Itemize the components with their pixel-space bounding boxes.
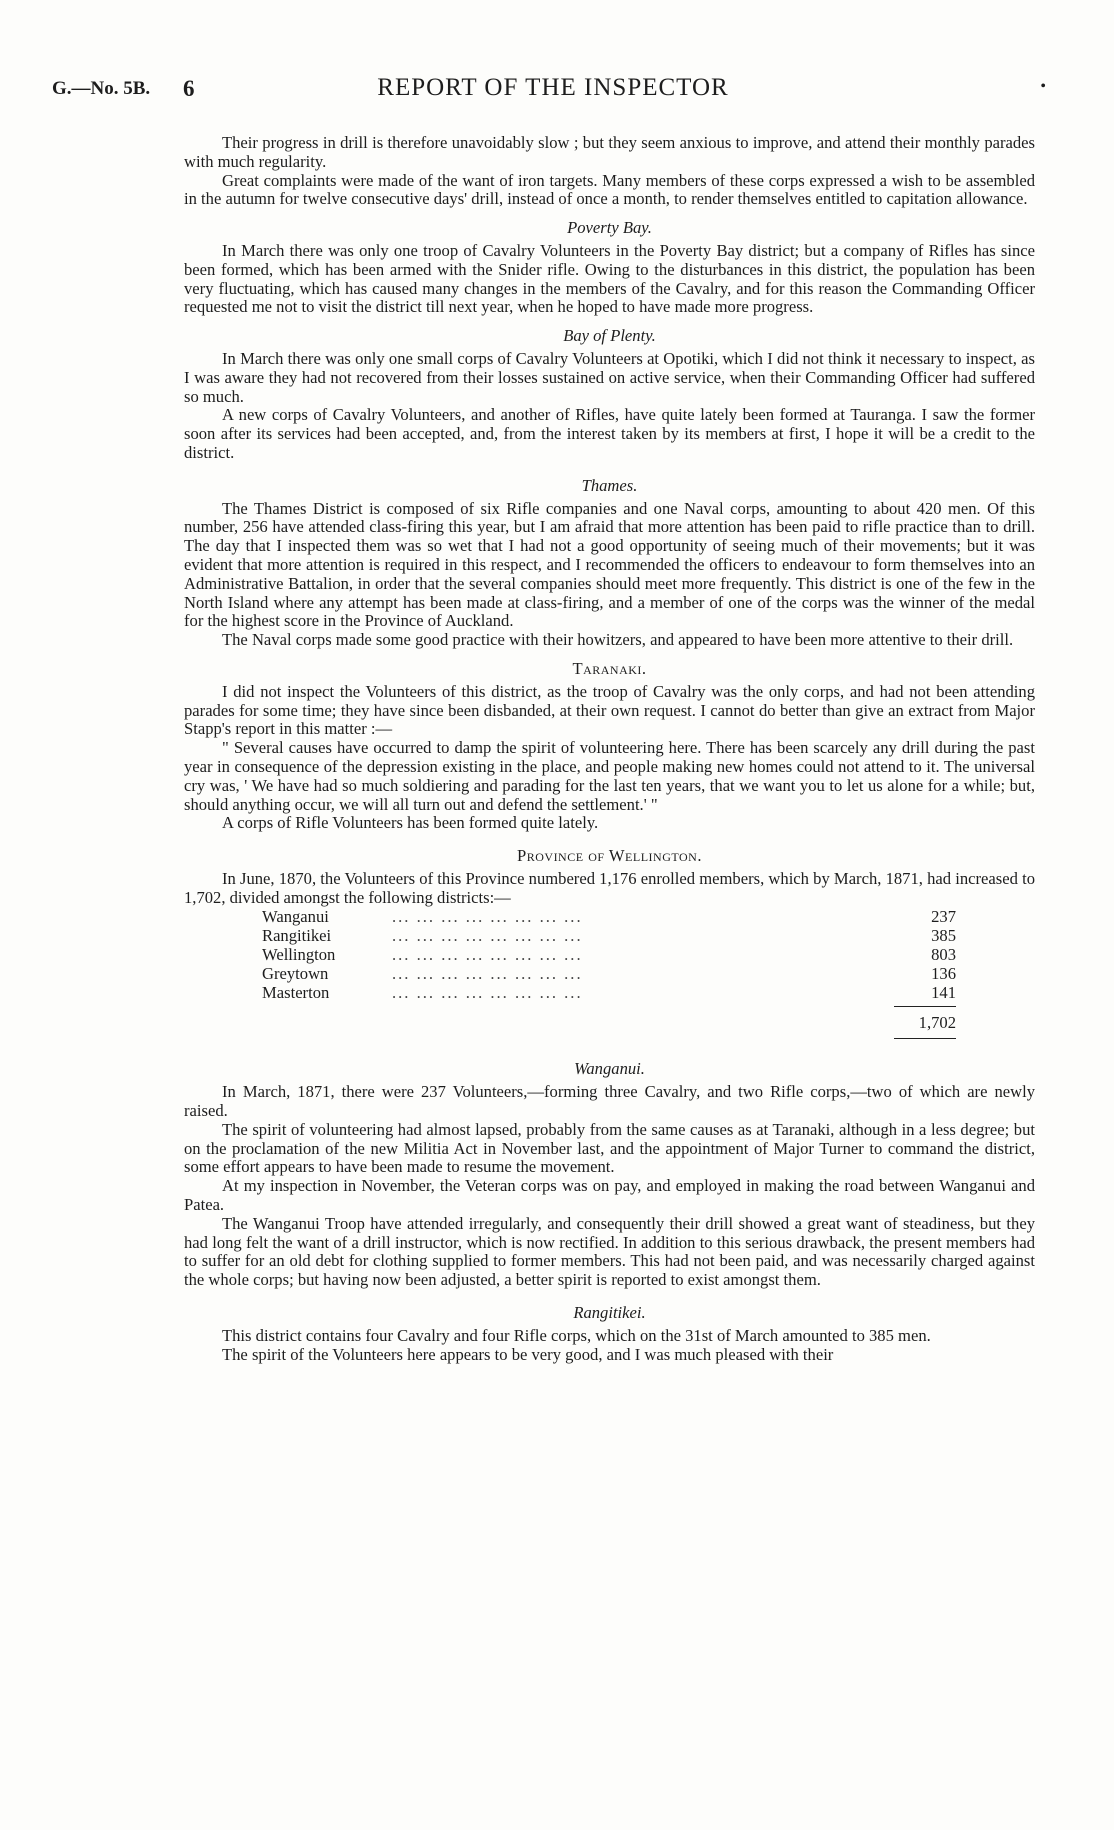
paragraph: The Wanganui Troop have attended irregularly, and consequently their drill showed a great want of steadiness, but they had long felt the want of a drill instructor, which is now rectified. In addition to this serious drawback, the present members had to suffer for an old debt for clothing supplied to former members. This had not been paid, and was necessarily charged against the whole corps; but having now been adjusted, a better spirit is reported to exist amongst them. <box>184 1213 1035 1290</box>
report-body <box>184 134 1035 1364</box>
page-number: 6 <box>183 76 195 101</box>
total-value: 1,702 <box>918 1013 956 1033</box>
table-row <box>262 945 962 964</box>
district-count: 136 <box>931 964 956 984</box>
paragraph: Great complaints were made of the want of iron targets. Many members of these corps expressed a wish to be assembled in the autumn for twelve consecutive days' drill, instead of once a month, to render themselves entitled to capitation allowance. <box>184 170 1035 209</box>
district-name: Wellington <box>262 945 336 965</box>
leader-dots: ... ... ... ... ... ... ... ... <box>392 964 583 984</box>
section-heading-wanganui: Wanganui. <box>574 1059 645 1079</box>
total-rule <box>894 1038 956 1039</box>
paragraph: The spirit of volunteering had almost lapsed, probably from the same causes as at Taranaki, although in a less degree; but on the proclamation of the new Militia Act in November last, and the appointment of Major Turner to command the district, some effort appears to have been made to resume the movement. <box>184 1119 1035 1177</box>
district-count: 803 <box>931 945 956 965</box>
paragraph: A corps of Rifle Volunteers has been formed quite lately. <box>222 813 599 833</box>
table-row <box>262 926 962 945</box>
paragraph: In March there was only one troop of Cavalry Volunteers in the Poverty Bay district; but a company of Rifles has since been formed, which has been armed with the Snider rifle. Owing to the disturbances in this district, the population has been very fluctuating, which has caused many changes in the members of the Cavalry, and for this reason the Commanding Officer requested me not to visit the district till next year, when he hoped to have made more progress. <box>184 240 1035 317</box>
paragraph: The Thames District is composed of six Rifle companies and one Naval corps, amounting to about 420 men. Of this number, 256 have attended class-firing this year, but I am afraid that more attention has been paid to rifle practice than to drill. The day that I inspected them was so wet that I had not a good opportunity of seeing much of their movements; but it was evident that more attention is required in this respect, and I recommended the officers to endeavour to form themselves into an Administrative Battalion, in order that the several companies should meet more frequently. This district is one of the few in the North Island where any attempt has been made at class-firing, and a member of one of the corps was the winner of the medal for the highest score in the Province of Auckland. <box>184 498 1035 631</box>
district-count: 141 <box>931 983 956 1003</box>
paragraph: In June, 1870, the Volunteers of this Province numbered 1,176 enrolled members, which by March, 1871, had increased to 1,702, divided amongst the following districts:— <box>184 868 1035 907</box>
paragraph: The spirit of the Volunteers here appears to be very good, and I was much pleased with their <box>222 1344 834 1364</box>
paragraph: At my inspection in November, the Veteran corps was on pay, and employed in making the road between Wanganui and Patea. <box>184 1176 1035 1215</box>
page-header <box>52 74 1054 108</box>
paragraph: I did not inspect the Volunteers of this district, as the troop of Cavalry was the only corps, and had not been attending parades for some time; they have since been disbanded, at their own request. I cannot do better than give an extract from Major Stapp's report in this matter :— <box>184 681 1035 739</box>
quoted-extract: " Several causes have occurred to damp the spirit of volunteering here. There has been scarcely any drill during the past year in consequence of the depression existing in the place, and people making new homes could not attend to it. The universal cry was, ' We have had so much soldiering and parading for the last ten years, that we want you to let us alone for a while; but, should anything occur, we will all turn out and defend the settlement.' " <box>184 738 1035 814</box>
paragraph: This district contains four Cavalry and four Rifle corps, which on the 31st of March amounted to 385 men. <box>222 1325 931 1345</box>
district-name: Wanganui <box>262 907 329 927</box>
table-row <box>262 964 962 983</box>
district-table <box>262 907 962 1002</box>
section-heading-poverty-bay: Poverty Bay. <box>567 218 652 238</box>
table-row <box>262 983 962 1002</box>
leader-dots: ... ... ... ... ... ... ... ... <box>392 907 583 927</box>
leader-dots: ... ... ... ... ... ... ... ... <box>392 926 583 946</box>
header-mark: • <box>1040 78 1046 95</box>
leader-dots: ... ... ... ... ... ... ... ... <box>392 983 583 1003</box>
district-name: Rangitikei <box>262 926 332 946</box>
paragraph: In March there was only one small corps of Cavalry Volunteers at Opotiki, which I did not think it necessary to inspect, as I was aware they had not recovered from their losses sustained on active service, when their Commanding Officer had suffered so much. <box>184 348 1035 406</box>
district-count: 385 <box>931 926 956 946</box>
district-name: Greytown <box>262 964 329 984</box>
district-count: 237 <box>931 907 956 927</box>
section-heading-wellington: Province of Wellington. <box>517 846 702 866</box>
document-reference: G.—No. 5B. <box>52 78 151 99</box>
section-heading-rangitikei: Rangitikei. <box>573 1303 646 1323</box>
district-name: Masterton <box>262 983 330 1003</box>
section-heading-bay-of-plenty: Bay of Plenty. <box>563 326 656 346</box>
section-heading-thames: Thames. <box>581 475 638 495</box>
paragraph: Their progress in drill is therefore unavoidably slow ; but they seem anxious to improve, and attend their monthly parades with much regularity. <box>184 133 1035 171</box>
leader-dots: ... ... ... ... ... ... ... ... <box>392 945 583 965</box>
paragraph: The Naval corps made some good practice with their howitzers, and appeared to have been more attentive to their drill. <box>222 630 1014 650</box>
paragraph: A new corps of Cavalry Volunteers, and another of Rifles, have quite lately been formed at Tauranga. I saw the former soon after its services had been accepted, and, from the interest taken by its members at first, I hope it will be a credit to the district. <box>184 405 1035 462</box>
total-rule <box>894 1006 956 1007</box>
table-row <box>262 907 962 926</box>
district-total <box>262 1002 962 1050</box>
running-title: REPORT OF THE INSPECTOR <box>377 74 729 101</box>
section-heading-taranaki: Taranaki. <box>572 658 647 678</box>
paragraph: In March, 1871, there were 237 Volunteers,—forming three Cavalry, and two Rifle corps,—two of which are newly raised. <box>184 1082 1035 1121</box>
